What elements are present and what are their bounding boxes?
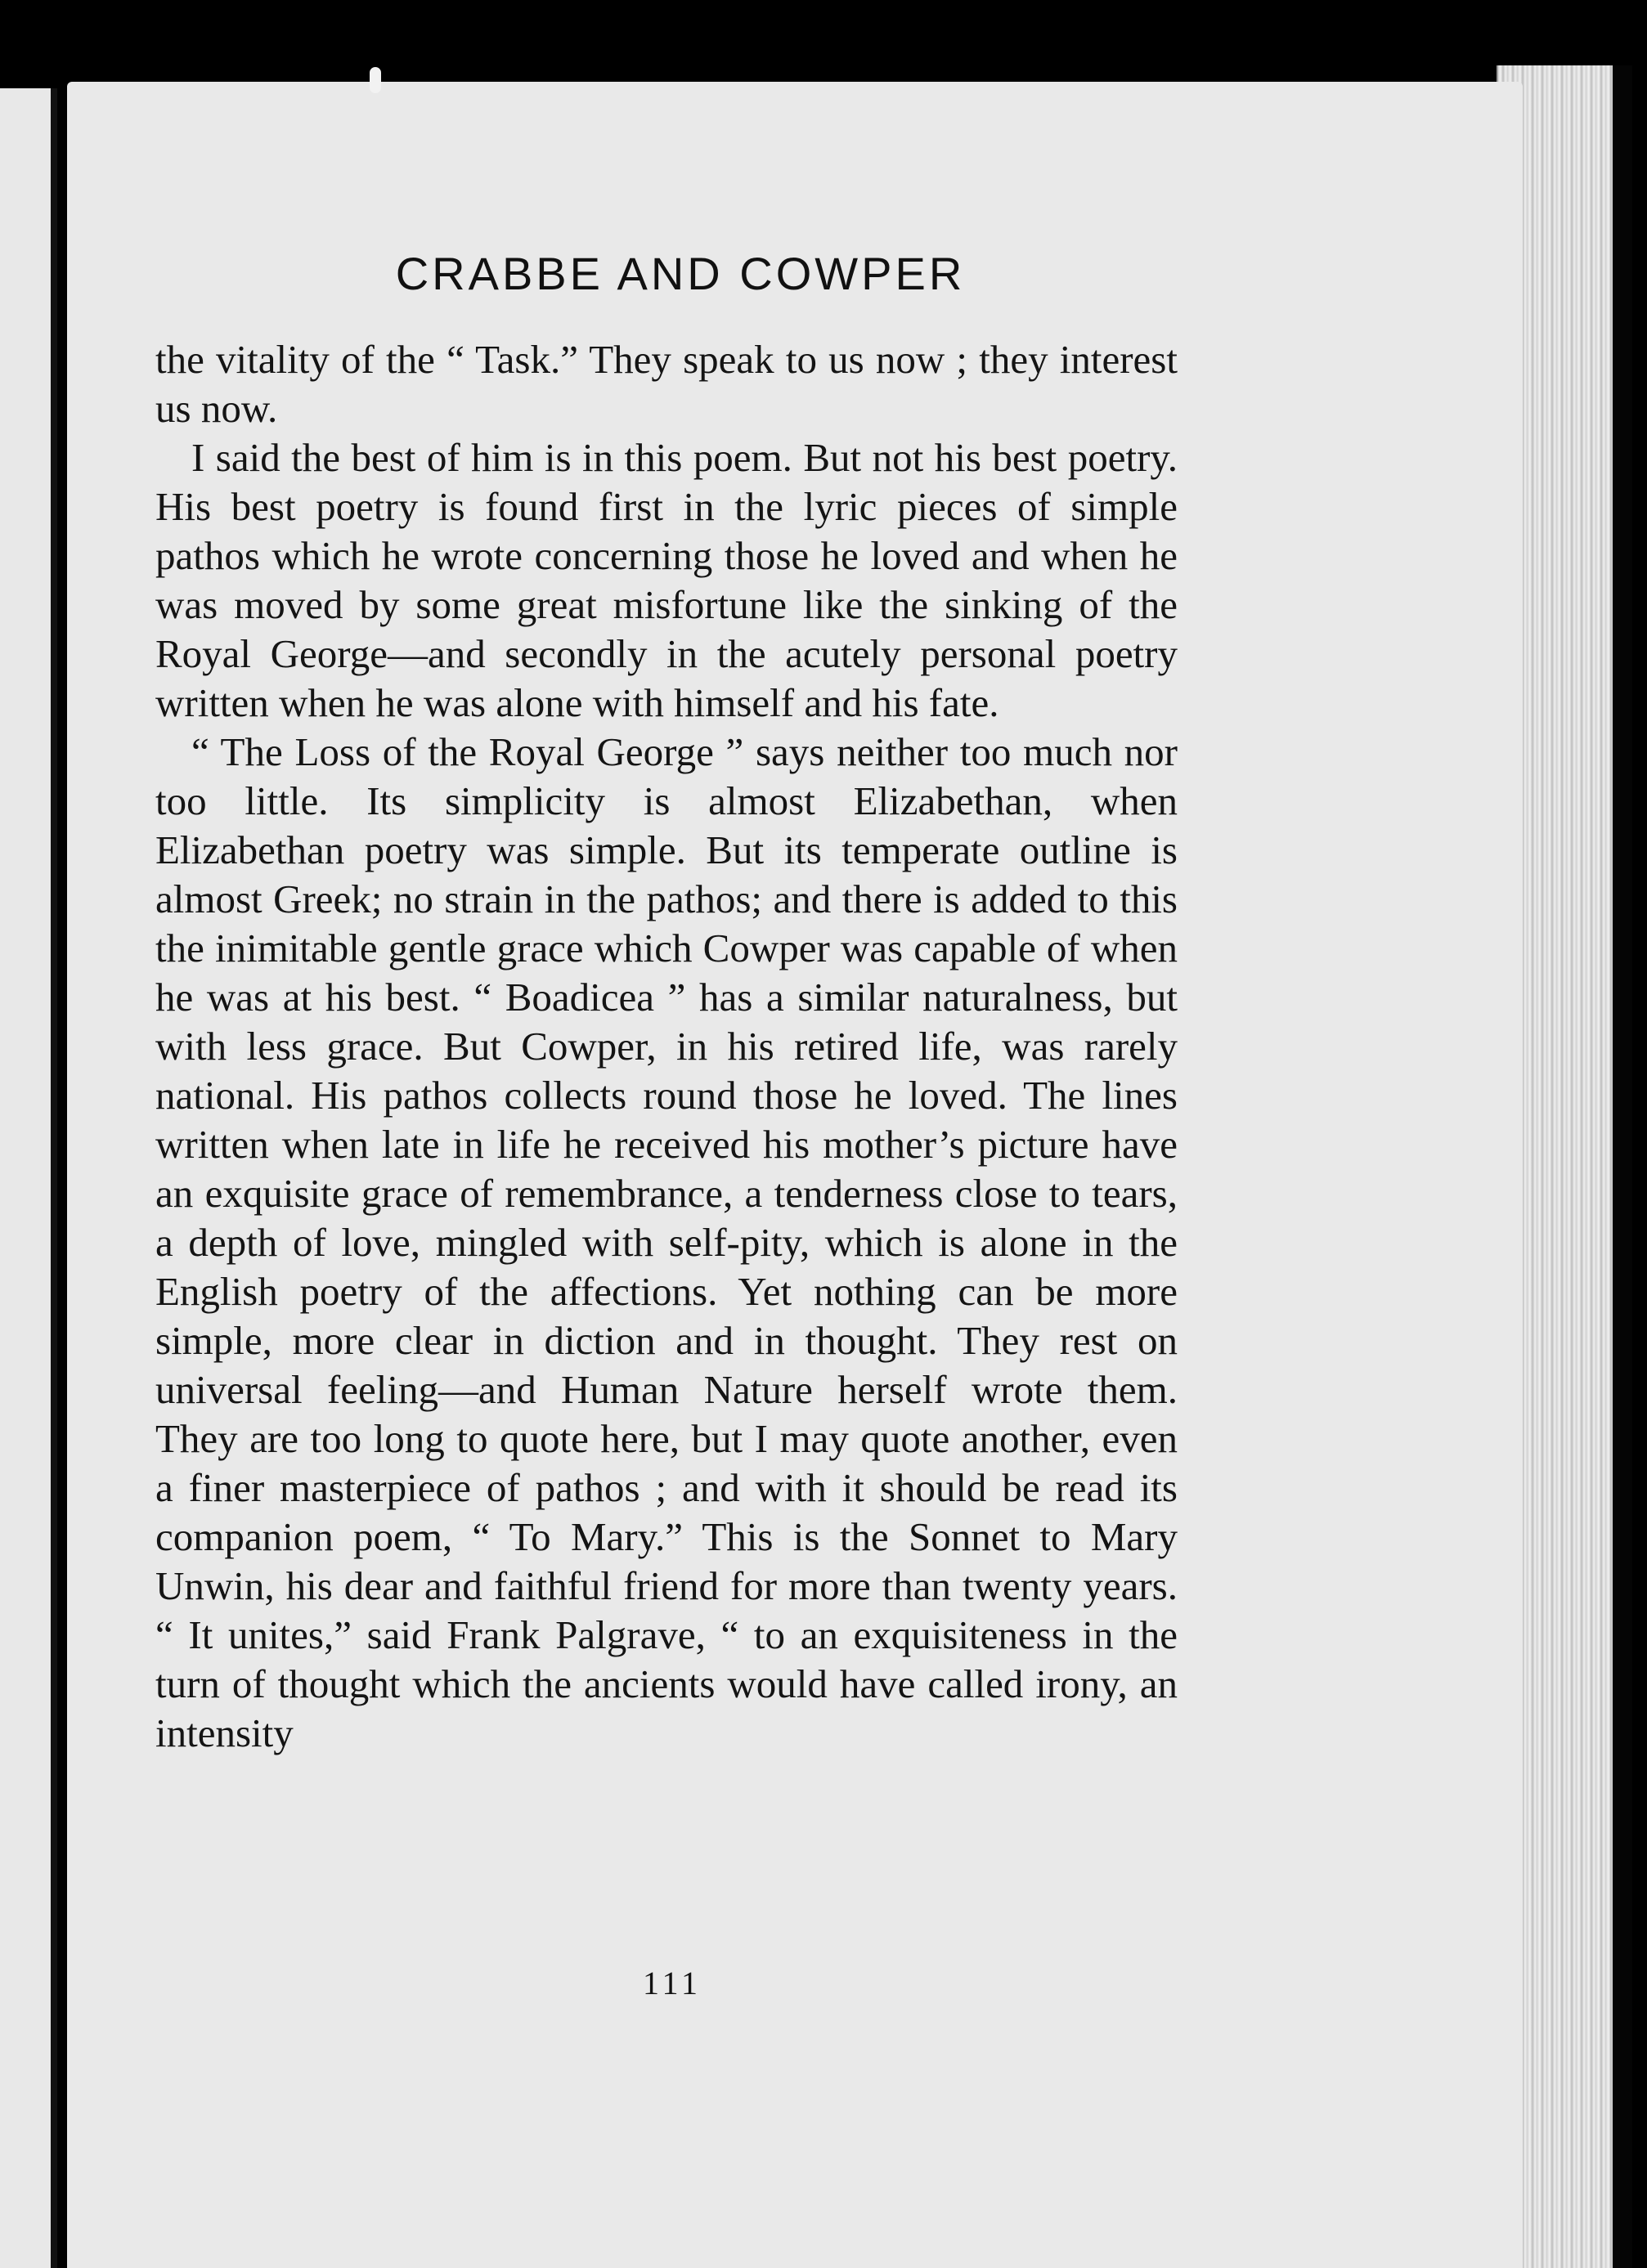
facing-page-edge	[0, 88, 57, 2268]
paragraph-continued: the vitality of the “ Task.” They speak to us now ; they interest us now.	[155, 337, 1178, 431]
running-head: CRABBE AND COWPER	[395, 248, 966, 299]
body-text	[155, 335, 1178, 1758]
paragraph: “ The Loss of the Royal George ” says neither too much nor too little. Its simplicity is almost Elizabethan, when Elizabethan poetry was simple. But its temperate outline is almost Greek; no strain in the pathos; and there is added to this the inimitable gentle grace which Cowper was capable of when he was at his best. “ Boadicea ” has a similar naturalness, but with less grace. But Cowper, in his retired life, was rarely national. His pathos collects round those he loved. The lines written when late in life he received his mother’s picture have an exquisite grace of remembrance, a tenderness close to tears, a depth of love, mingled with self-pity, which is alone in the English poetry of the affections. Yet nothing can be more simple, more clear in diction and in thought. They rest on universal feeling—and Human Nature herself wrote them. They are too long to quote here, but I may quote another, even a finer masterpiece of pathos ; and with it should be read its companion poem, “ To Mary.” This is the Sonnet to Mary Unwin, his dear and faithful friend for more than twenty years. “ It unites,” said Frank Palgrave, “ to an exquisiteness in the turn of thought which the ancients would have called irony, an intensity	[155, 729, 1178, 1755]
page-number: 111	[642, 1965, 702, 2001]
paragraph: I said the best of him is in this poem. But not his best poetry. His best poetry is found first in the lyric pieces of simple pathos which he wrote concerning those he loved and when he was moved by some great misfortune like the sinking of the Royal George—and secondly in the acutely personal poetry written when he was alone with himself and his fate.	[155, 435, 1178, 725]
scan-speck	[370, 67, 381, 93]
